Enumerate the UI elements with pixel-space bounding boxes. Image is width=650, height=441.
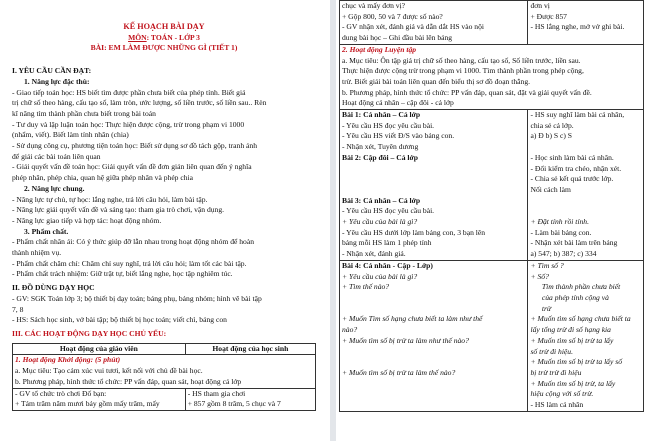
cell-line: a) 547; b) 387; c) 334 (530, 249, 597, 259)
cell-line: - Yêu cầu HS đọc yêu cầu bài. (342, 206, 435, 216)
activity-line: a. Mục tiêu: Ôn tập giá trị chữ số theo hàng, cấu tạo số, Số liền trước, liền sau. (342, 55, 581, 65)
cell-line: trừ (530, 303, 552, 313)
teacher-line: - GV tổ chức trò chơi Đố bạn: (15, 388, 107, 398)
section-1-3-title: 3. Phẩm chất. (24, 226, 69, 236)
teacher-line: dung bài học – Ghi đầu bài lên bảng (342, 33, 453, 43)
student-line: đơn vị (530, 1, 550, 10)
paragraph-line: trị chữ số theo hàng, cấu tạo số, làm tròn, ước lượng, số liền trước, số liền sau.. Rèn (12, 98, 267, 108)
paragraph-line: - Phẩm chất trách nhiệm: Giữ trật tự, biết lắng nghe, học tập nghiêm túc. (12, 269, 233, 279)
table-row (340, 110, 644, 261)
student-line: - HS lắng nghe, mở vở ghi bài. (530, 22, 625, 32)
paragraph-line: - Năng lực tự chủ, tự học: lắng nghe, trả lời câu hỏi, làm bài tập. (12, 194, 208, 204)
paragraph-line: kĩ năng tìm thành phần chưa biết trong bài toán (12, 108, 156, 118)
activities-table (12, 343, 316, 411)
teacher-line: - GV nhận xét, đánh giá và dẫn dắt HS vào nội (342, 22, 485, 32)
section-1-2-body (12, 195, 316, 227)
cell-line (342, 347, 525, 358)
teacher-line: + Gộp 800, 50 và 7 được số nào? (342, 11, 443, 21)
exercise-heading: Bài 4: Cá nhân - Cặp - Lớp) (342, 260, 433, 270)
cell-line: + Đặt tính rồi tính. (530, 217, 589, 227)
cell-line: + Tìm thế nào? (342, 282, 390, 292)
student-line: - HS tham gia chơi (187, 388, 246, 398)
cell-line (530, 196, 641, 207)
subject-line (12, 33, 316, 44)
cell-line (342, 293, 525, 304)
teacher-line: + Tám trăm năm mươi bảy gồm mấy trăm, mấy (15, 399, 160, 409)
cell-line (342, 357, 525, 368)
section-1-3-body (12, 237, 316, 280)
cell-line (342, 164, 525, 175)
section-1-1-body (12, 88, 316, 184)
student-cell (528, 260, 644, 411)
paragraph-line: - Năng lực giao tiếp và hợp tác: hoạt động nhóm. (12, 215, 162, 225)
cell-line: + Muốn Tìm số hạng chưa biết ta làm như thế (342, 314, 483, 324)
paragraph-line: - Giao tiếp toán học: HS biết tìm được phần chưa biết của phép tính. Biết giá (12, 87, 246, 97)
cell-line: + Muốn tìm số bị trừ ta lấy (530, 335, 614, 345)
paragraph-line: - Phẩm chất nhân ái: Có ý thức giúp đỡ lẫn nhau trong hoạt động nhóm để hoàn (12, 237, 255, 247)
teacher-cell (340, 260, 528, 411)
cell-line: - Học sinh làm bài cá nhân. (530, 152, 614, 162)
cell-line (342, 174, 525, 185)
activity-1-body (15, 366, 313, 387)
cell-line: + Muốn tìm số hạng chưa biết ta (530, 314, 631, 324)
cell-line: nào? (342, 325, 358, 335)
activities-table-continued (339, 0, 644, 412)
student-line: + 857 gồm 8 trăm, 5 chục và 7 (187, 399, 281, 409)
activity-line: Hoạt động cá nhân – cặp đôi - cả lớp (342, 98, 454, 108)
cell-line: - Yêu cầu HS viết Đ/S vào bảng con. (342, 131, 455, 141)
subject-label: MÔN (128, 32, 147, 42)
activity-2-row (340, 44, 644, 109)
cell-line (342, 304, 525, 315)
cell-line: + Muốn tìm số bị trừ ta làm thế nào? (342, 367, 456, 377)
paragraph-line: - HS: Sách học sinh, vở bài tập; bộ thiết bị học toán; viết chì, bảng con (12, 315, 227, 325)
cell-line: - Chia sẻ kết quả trước lớp. (530, 174, 614, 184)
section-3-title: III. CÁC HOẠT ĐỘNG DẠY HỌC CHỦ YẾU: (12, 328, 167, 338)
document-page-right (336, 0, 650, 441)
cell-line: + Tìm số ? (530, 260, 564, 270)
cell-line: - HS làm cá nhân (530, 400, 584, 410)
section-2-title: II. ĐỒ DÙNG DẠY HỌC (12, 283, 95, 293)
teacher-cell (13, 388, 186, 410)
cell-line: số trừ đi hiệu. (530, 346, 574, 356)
paragraph-line: - Phẩm chất chăm chỉ: Chăm chỉ suy nghĩ, trả lời câu hỏi; làm tốt các bài tập. (12, 258, 247, 268)
subject-value: : TOÁN - LỚP 3 (146, 32, 200, 42)
cell-line: + Muốn tìm số bị trừ ta làm như thế nào? (342, 335, 469, 345)
cell-line: + Yêu cầu của bài là gì? (342, 271, 418, 281)
doc-title: KẾ HOẠCH BÀI DẠY (123, 22, 205, 31)
activity-2-body (342, 56, 641, 110)
cell-line: bị trừ trừ đi hiệu (530, 367, 582, 377)
col-header-teacher: Hoạt động của giáo viên (13, 343, 186, 355)
cell-line: + Số? (530, 271, 549, 281)
cell-line: - Nhận xét, Tuyên dương (342, 142, 419, 152)
student-cell (185, 388, 315, 410)
section-1-2-title: 2. Năng lực chung. (24, 183, 85, 193)
activity-1-title: 1. Hoạt động Khởi động: (5 phút) (15, 355, 121, 365)
cell-line: - Nhận xét bài làm trên bảng (530, 238, 618, 248)
activity-line: a. Mục tiêu: Tạo cảm xúc vui tươi, kết nối với chủ đề bài học. (15, 366, 203, 376)
table-row (340, 260, 644, 411)
cell-line: của phép tính cộng và (530, 292, 609, 302)
cell-line: - Đổi kiểm tra chéo, nhận xét. (530, 163, 622, 173)
paragraph-line: để giải các bài toán liên quan (12, 151, 101, 161)
cell-line: Tìm thành phần chưa biết (530, 282, 621, 292)
activity-1-row (13, 355, 316, 388)
teacher-line: chục và mấy đơn vị? (342, 1, 406, 10)
student-cell (528, 110, 644, 261)
cell-line: chia sẻ cả lớp. (530, 120, 574, 130)
exercise-heading: Bài 2: Cặp đôi – Cả lớp (342, 152, 418, 162)
col-header-student: Hoạt động của học sinh (185, 343, 315, 355)
paragraph-line: phép nhân, phép chia, quan hệ giữa phép nhân và phép chia (12, 173, 194, 183)
paragraph-line: - Năng lực giải quyết vấn đề và sáng tạo: tham gia trò chơi, vận dụng. (12, 205, 225, 215)
student-line: + Được 857 (530, 11, 567, 21)
paragraph-line: thành nhiệm vụ. (12, 248, 62, 258)
paragraph-line: - Tư duy và lập luận toán học: Thực hiện được cộng, trừ trong phạm vi 1000 (12, 119, 245, 129)
teacher-cell (340, 110, 528, 261)
cell-line: + Muốn tìm số bị trừ, ta lấy (530, 378, 616, 388)
cell-line: a) Đ b) S c) S (530, 131, 573, 141)
paragraph-line: - GV: SGK Toán lớp 3; bộ thiết bị dạy toán; bảng phụ, bảng nhóm; hình vẽ bài tập (12, 293, 262, 303)
paragraph-line: - Sử dụng công cụ, phương tiện toán học: Biết sử dụng sơ đồ tách gộp, tranh ảnh (12, 141, 257, 151)
exercise-heading: Bài 3: Cá nhân – Cả lớp (342, 195, 421, 205)
cell-line: bảng mỗi HS làm 1 phép tính (342, 238, 432, 248)
paragraph-line: (nhẩm, viết). Biết làm tính nhân (chia) (12, 130, 129, 140)
cell-line: - Yêu cầu HS đọc yêu cầu bài. (342, 120, 435, 130)
cell-line: - Yêu cầu HS dưới lớp làm bảng con, 3 bạn lên (342, 227, 486, 237)
paragraph-line: - Giải quyết vấn đề toán học: Giải quyết vấn đề đơn giản liên quan đến ý nghĩa (12, 162, 252, 172)
section-2-body (12, 294, 316, 326)
cell-line: + Muốn tìm số bị trừ ta lấy số (530, 357, 623, 367)
lesson-title: BÀI: EM LÀM ĐƯỢC NHỮNG GÌ (TIẾT 1) (90, 43, 238, 53)
activity-line: b. Phương pháp, hình thức tổ chức: PP vấn đáp, quan sát, đặt và giải quyết vấn đề. (342, 87, 592, 97)
section-1-1-title: 1. Năng lực đặc thù: (24, 76, 90, 86)
cell-line (530, 206, 641, 217)
activity-line: Thực hiện được cộng trừ trong phạm vi 1000. Tìm thành phần trong phép cộng, (342, 66, 584, 76)
cell-line: + Yêu cầu của bài là gì? (342, 217, 418, 227)
cell-line (342, 185, 525, 196)
activity-2-title: 2. Hoạt động Luyện tập (342, 44, 417, 54)
activity-line: b. Phương pháp, hình thức tổ chức: PP vấn đáp, quan sát, hoạt động cả lớp (15, 376, 242, 386)
exercise-heading: Bài 1: Cá nhân – Cả lớp (342, 110, 421, 120)
cell-line (530, 142, 641, 153)
cell-line: - Làm bài bảng con. (530, 227, 592, 237)
cell-line: lấy tổng trừ đi số hạng kia (530, 325, 611, 335)
section-1-title: I. YÊU CẦU CẦN ĐẠT: (12, 66, 92, 76)
cell-line: hiệu cộng với số trừ. (530, 389, 594, 399)
cell-line: Nối cách làm (530, 184, 571, 194)
student-cell-top (528, 1, 644, 45)
cell-line: - HS suy nghĩ làm bài cá nhân, (530, 110, 625, 120)
cell-line: - Nhận xét, đánh giá. (342, 249, 406, 259)
activity-line: trừ. Biết giải bài toán liên quan đến biểu thị sơ đồ đoạn thẳng. (342, 76, 531, 86)
teacher-cell-top (340, 1, 528, 45)
paragraph-line: 7, 8 (12, 304, 24, 314)
